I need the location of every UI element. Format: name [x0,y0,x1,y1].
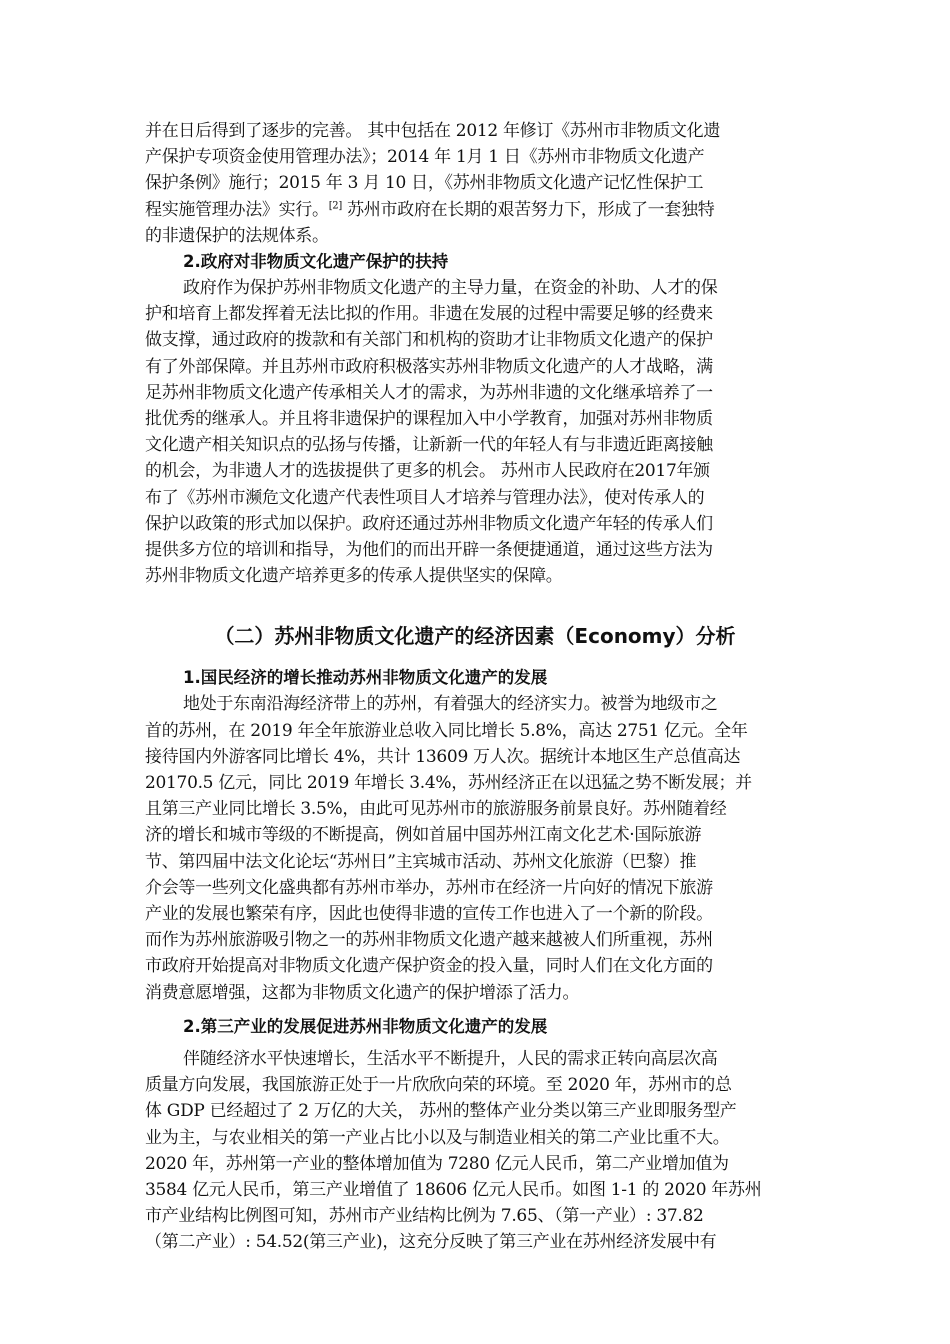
text-line: 20170.5 亿元，同比 2019 年增长 3.4%，苏州经济正在以迅猛之势不断发展；并 [145,773,752,794]
text-line: 3584 亿元人民币，第三产业增值了 18606 亿元人民币。如图 1-1 的 2020 年苏州 [145,1179,762,1200]
text-line: 的机会，为非遗人才的选拔提供了更多的机会。 苏州市人民政府在2017年颁 [145,461,710,482]
subheading-tertiary-industry: 2.第三产业的发展促进苏州非物质文化遗产的发展 [183,1016,548,1036]
text-line: 足苏州非物质文化遗产传承相关人才的需求，为苏州非遗的文化继承培养了一 [145,382,713,403]
gov-support-paragraph [145,275,805,589]
text-line: 产业的发展也繁荣有序，因此也使得非遗的宣传工作也进入了一个新的阶段。 [145,904,713,925]
text-line: 而作为苏州旅游吸引物之一的苏州非物质文化遗产越来越被人们所重视，苏州 [145,930,713,951]
text-line: 保护条例》施行；2015 年 3 月 10 日，《苏州非物质文化遗产记忆性保护工 [145,173,704,194]
text-line: 节、第四届中法文化论坛“苏州日”主宾城市活动、苏州文化旅游（巴黎）推 [145,851,697,872]
text-line: 质量方向发展，我国旅游正处于一片欣欣向荣的环境。至 2020 年，苏州市的总 [145,1075,732,1096]
text-line [145,197,805,223]
text-line: 保护以政策的形式加以保护。政府还通过苏州非物质文化遗产年轻的传承人们 [145,513,713,534]
text-line: 体 GDP 已经超过了 2 万亿的大关， 苏州的整体产业分类以第三产业即服务型产 [145,1101,737,1122]
text-line: 地处于东南沿海经济带上的苏州，有着强大的经济实力。被誉为地级市之 [183,694,718,715]
subheading-gov-support: 2.政府对非物质文化遗产保护的扶持 [183,252,449,272]
text-line: 接待国内外游客同比增长 4%，共计 13609 万人次。据统计本地区生产总值高达 [145,746,741,767]
text-line: 做支撑，通过政府的拨款和有关部门和机构的资助才让非物质文化遗产的保护 [145,330,713,351]
text-line: 政府作为保护苏州非物质文化遗产的主导力量，在资金的补助、人才的保 [183,278,718,299]
text-segment: 程实施管理办法》实行。 [145,199,329,220]
text-line: 市政府开始提高对非物质文化遗产保护资金的投入量，同时人们在文化方面的 [145,956,713,977]
tertiary-paragraph [145,1046,805,1256]
subheading-economy-growth: 1.国民经济的增长推动苏州非物质文化遗产的发展 [183,668,548,688]
text-line: 并在日后得到了逐步的完善。 其中包括在 2012 年修订《苏州市非物质文化遗 [145,121,721,141]
section-title-economy: （二）苏州非物质文化遗产的经济因素（Economy）分析 [214,624,736,649]
citation-ref[interactable]: [2] [328,199,342,211]
text-line: 且第三产业同比增长 3.5%，由此可见苏州市的旅游服务前景良好。苏州随着经 [145,799,727,820]
document-page [145,118,805,1256]
text-line: 消费意愿增强，这都为非物质文化遗产的保护增添了活力。 [145,982,580,1003]
text-line: 介会等一些列文化盛典都有苏州市举办，苏州市在经济一片向好的情况下旅游 [145,877,713,898]
text-line: 有了外部保障。并且苏州市政府积极落实苏州非物质文化遗产的人才战略，满 [145,356,713,377]
text-line: 提供多方位的培训和指导，为他们的而出开辟一条便捷通道，通过这些方法为 [145,540,713,561]
text-line: 文化遗产相关知识点的弘扬与传播，让新新一代的年轻人有与非遗近距离接触 [145,435,713,456]
text-line: 首的苏州，在 2019 年全年旅游业总收入同比增长 5.8%，高达 2751 亿元。全年 [145,720,748,741]
text-line: 产保护专项资金使用管理办法》；2014 年 1月 1 日《苏州市非物质文化遗产 [145,147,705,168]
text-line: 苏州非物质文化遗产培养更多的传承人提供坚实的保障。 [145,566,563,587]
text-line: 批优秀的继承人。并且将非遗保护的课程加入中小学教育，加强对苏州非物质 [145,409,713,430]
text-segment: 苏州市政府在长期的艰苦努力下，形成了一套独特 [347,199,715,220]
text-line: 2020 年，苏州第一产业的整体增加值为 7280 亿元人民币，第二产业增加值为 [145,1153,729,1174]
economy-paragraph [145,691,805,1005]
text-line: 布了《苏州市濒危文化遗产代表性项目人才培养与管理办法》，使对传承人的 [145,487,705,508]
text-line: 伴随经济水平快速增长，生活水平不断提升，人民的需求正转向高层次高 [183,1048,718,1069]
text-line: 护和培育上都发挥着无法比拟的作用。非遗在发展的过程中需要足够的经费来 [145,304,713,325]
text-line: 市产业结构比例图可知，苏州市产业结构比例为 7.65、（第一产业）: 37.82 [145,1206,704,1227]
intro-paragraph [145,118,805,249]
text-line: 的非遗保护的法规体系。 [145,225,329,246]
text-line: 业为主，与农业相关的第一产业占比小以及与制造业相关的第二产业比重不大。 [145,1127,730,1148]
text-line: 济的增长和城市等级的不断提高，例如首届中国苏州江南文化艺术·国际旅游 [145,825,702,846]
text-line: （第二产业）: 54.52(第三产业)，这充分反映了第三产业在苏州经济发展中有 [145,1232,717,1253]
